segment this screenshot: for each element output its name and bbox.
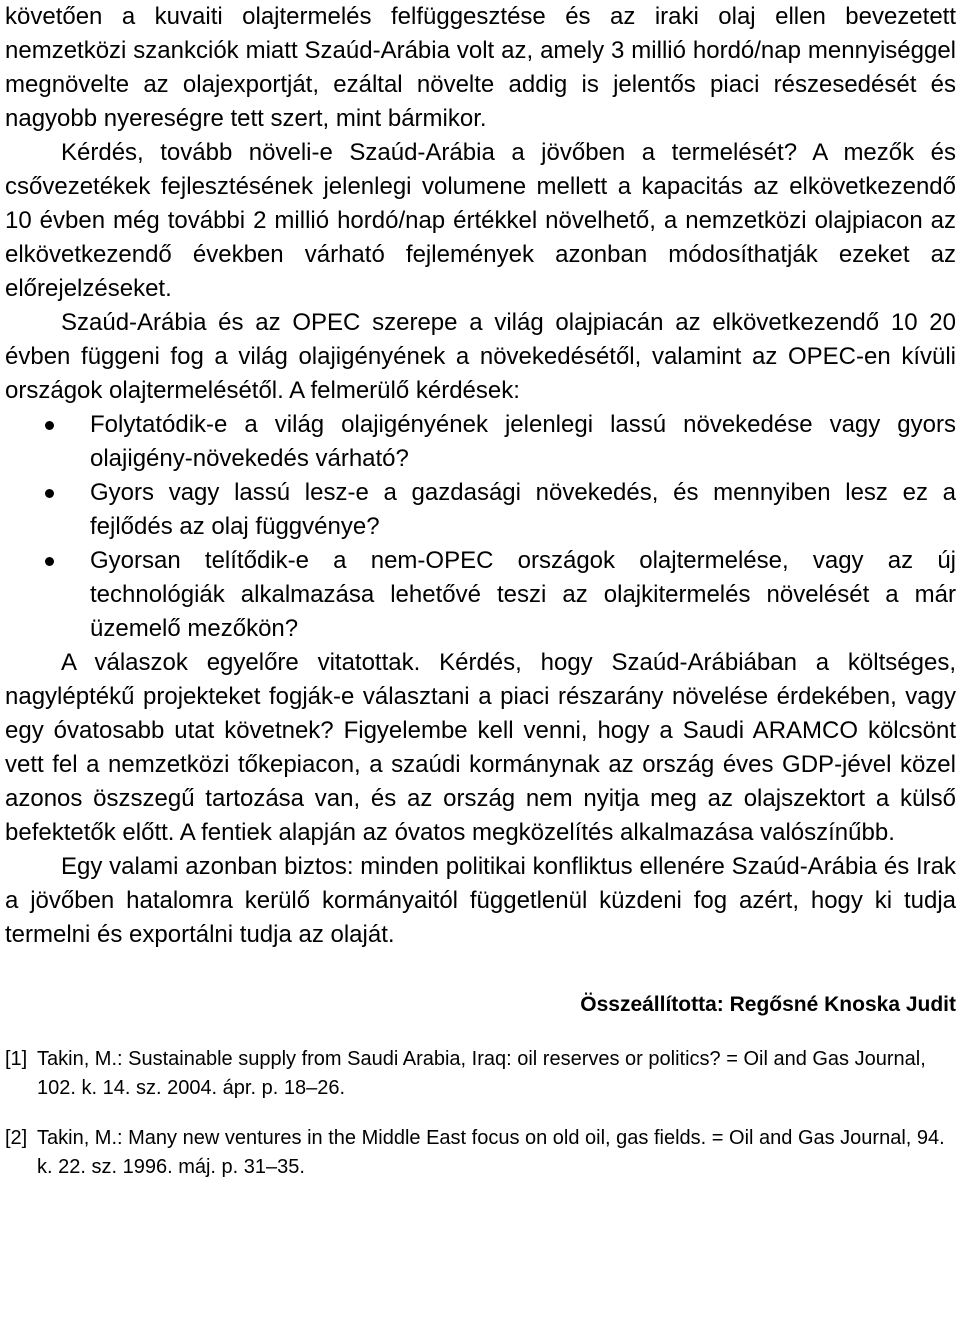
- paragraph-opec-role: Szaúd-Arábia és az OPEC szerepe a világ olajpiacán az elkövetkezendő 10 20 évben függeni fog a világ olajigényének a növekedésétől, valamint az OPEC-en kívüli országok olajtermelésétől. A felmerülő kérdések:: [5, 309, 956, 404]
- reference-text: Takin, M.: Many new ventures in the Middle East focus on old oil, gas fields. = Oil and Gas Journal, 94. k. 22. sz. 1996. máj. p. 31–35.: [37, 1127, 945, 1178]
- list-item-text: Gyorsan telítődik-e a nem-OPEC országok olajtermelése, vagy az új technológiák alkalmazása lehetővé teszi az olajkitermelés növelését a már üzemelő mezőkön?: [90, 547, 956, 642]
- bullet-icon: [45, 421, 54, 430]
- reference-number: [1]: [5, 1048, 28, 1070]
- list-item: [5, 544, 956, 646]
- reference-number: [2]: [5, 1127, 28, 1149]
- list-item: [5, 408, 956, 476]
- list-item: [5, 476, 956, 544]
- document-page: [5, 0, 956, 1203]
- paragraph-production-question: Kérdés, tovább növeli-e Szaúd-Arábia a jövőben a termelését? A mezők és csővezetékek fejlesztésének jelenlegi volumene mellett a kapacitás az elkövetkezendő 10 évben még további 2 millió hordó/nap értékkel növelhető, a nemzetközi olajpiacon az elkövetkezendő években várható fejlemények azonban módosíthatják ezeket az előrejelzéseket.: [5, 139, 956, 302]
- question-list: [5, 408, 956, 646]
- reference-item: [5, 1124, 956, 1182]
- paragraph-conclusion: Egy valami azonban biztos: minden politikai konfliktus ellenére Szaúd-Arábia és Irak a jövőben hatalomra kerülő kormányaitól függetlenül küzdeni fog azért, hogy ki tudja termelni és exportálni tudja az olaját.: [5, 853, 956, 948]
- reference-text: Takin, M.: Sustainable supply from Saudi Arabia, Iraq: oil reserves or politics? = Oil and Gas Journal, 102. k. 14. sz. 2004. ápr. p. 18–26.: [37, 1048, 926, 1099]
- author-signature: Összeállította: Regősné Knoska Judit: [580, 993, 956, 1016]
- paragraph-continuation: követően a kuvaiti olajtermelés felfüggesztése és az iraki olaj ellen bevezetett nemzetközi szankciók miatt Szaúd-Arábia volt az, amely 3 millió hordó/nap mennyiséggel megnövelte az olajexportját, ezáltal növelte addig is jelentős piaci részesedését és nagyobb nyereségre tett szert, mint bármikor.: [5, 3, 956, 132]
- bullet-icon: [45, 557, 54, 566]
- list-item-text: Folytatódik-e a világ olajigényének jelenlegi lassú növekedése vagy gyors olajigény-növekedés várható?: [90, 411, 956, 472]
- list-item-text: Gyors vagy lassú lesz-e a gazdasági növekedés, és mennyiben lesz ez a fejlődés az olaj függvénye?: [90, 479, 956, 540]
- bullet-icon: [45, 489, 54, 498]
- paragraph-answers: A válaszok egyelőre vitatottak. Kérdés, hogy Szaúd-Arábiában a költséges, nagyléptékű projekteket fogják-e választani a piaci részarány növelése érdekében, vagy egy óvatosabb utat követnek? Figyelembe kell venni, hogy a Saudi ARAMCO kölcsönt vett fel a nemzetközi tőkepiacon, a szaúdi kormánynak az ország éves GDP-jével közel azonos öszszegű tartozása van, és az ország nem nyitja meg az olajszektort a külső befektetők előtt. A fentiek alapján az óvatos megközelítés alkalmazása valószínűbb.: [5, 649, 956, 846]
- reference-item: [5, 1045, 956, 1103]
- reference-list: [5, 1045, 956, 1182]
